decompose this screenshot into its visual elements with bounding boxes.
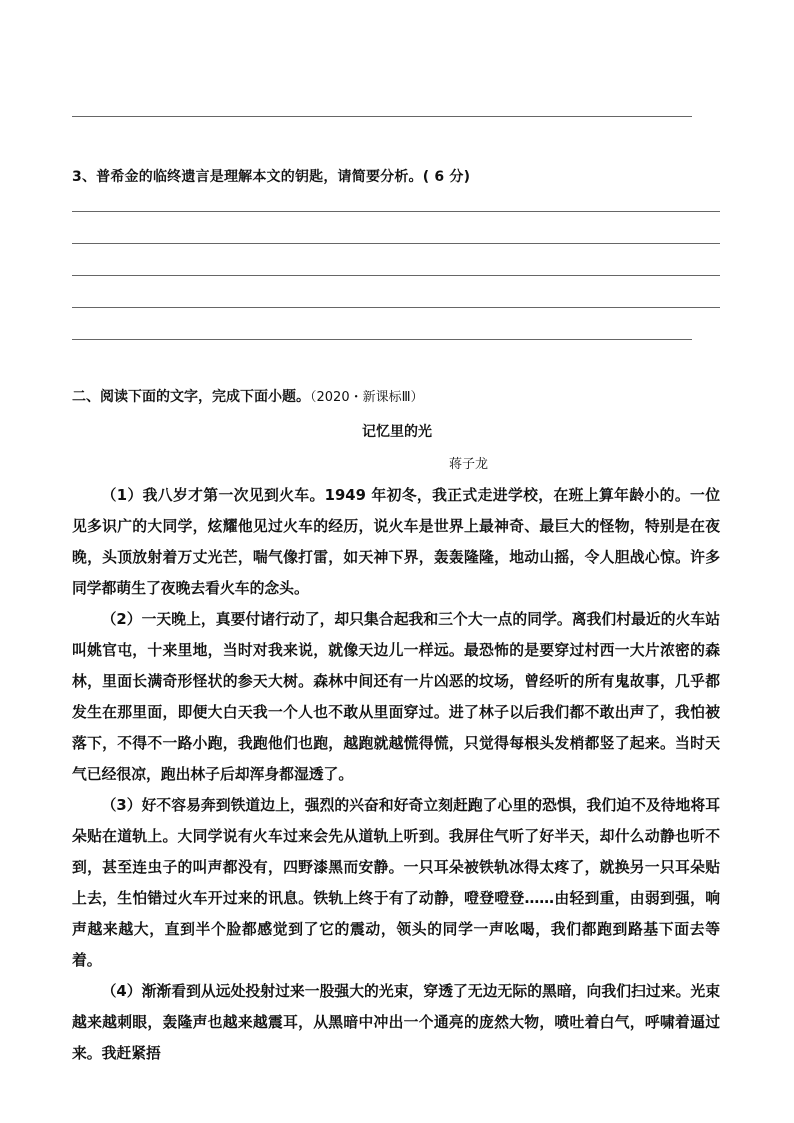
section-source: （2020・新课标Ⅲ） <box>310 390 424 405</box>
answer-line <box>72 339 692 340</box>
answer-line <box>72 307 720 308</box>
answer-line <box>72 116 692 117</box>
section-heading <box>72 386 424 406</box>
paragraph-4: （4）渐渐看到从远处投射过来一股强大的光束，穿透了无边无际的黑暗，向我们扫过来。光束越来越刺眼，轰隆声也越来越震耳，从黑暗中冲出一个通亮的庞然大物，喷吐着白气，呼啸着逼过来。我赶紧捂 <box>72 983 720 1062</box>
paragraph-3: （3）好不容易奔到铁道边上，强烈的兴奋和好奇立刻赶跑了心里的恐惧，我们迫不及待地将耳朵贴在道轨上。大同学说有火车过来会先从道轨上听到。我屏住气听了好半天，却什么动静也听不到，甚至连虫子的叫声都没有，四野漆黑而安静。一只耳朵被铁轨冰得太疼了，就换另一只耳朵贴上去，生怕错过火车开过来的讯息。铁轨上终于有了动静，噔登噔登……由轻到重，由弱到强，响声越来越大，直到半个脸都感觉到了它的震动，领头的同学一声吆喝，我们都跑到路基下面去等着。 <box>72 797 720 969</box>
section-instruction: 二、阅读下面的文字，完成下面小题。 <box>72 389 310 405</box>
article-title: 记忆里的光 <box>362 424 432 440</box>
answer-line <box>72 211 720 212</box>
article-author: 蒋子龙 <box>449 457 489 472</box>
paragraph-1: （1）我八岁才第一次见到火车。1949 年初冬，我正式走进学校，在班上算年龄小的。一位见多识广的大同学，炫耀他见过火车的经历，说火车是世界上最神奇、最巨大的怪物，特别是在夜晚，头顶放射着万丈光芒，喘气像打雷，如天神下界，轰轰隆隆，地动山摇，令人胆战心惊。许多同学都萌生了夜晚去看火车的念头。 <box>72 487 720 597</box>
article-body <box>72 480 720 1069</box>
paragraph-2: （2）一天晚上，真要付诸行动了，却只集合起我和三个大一点的同学。离我们村最近的火车站叫姚官屯，十来里地，当时对我来说，就像天边儿一样远。最恐怖的是要穿过村西一大片浓密的森林，里面长满奇形怪状的参天大树。森林中间还有一片凶恶的坟场，曾经听的所有鬼故事，几乎都发生在那里面，即便大白天我一个人也不敢从里面穿过。进了林子以后我们都不敢出声了，我怕被落下，不得不一路小跑，我跑他们也跑，越跑就越慌得慌，只觉得每根头发梢都竖了起来。当时天气已经很凉，跑出林子后却浑身都湿透了。 <box>72 611 720 783</box>
question-3: 3、普希金的临终遗言是理解本文的钥匙，请简要分析。( 6 分) <box>72 169 471 185</box>
answer-line <box>72 243 720 244</box>
answer-line <box>72 275 720 276</box>
